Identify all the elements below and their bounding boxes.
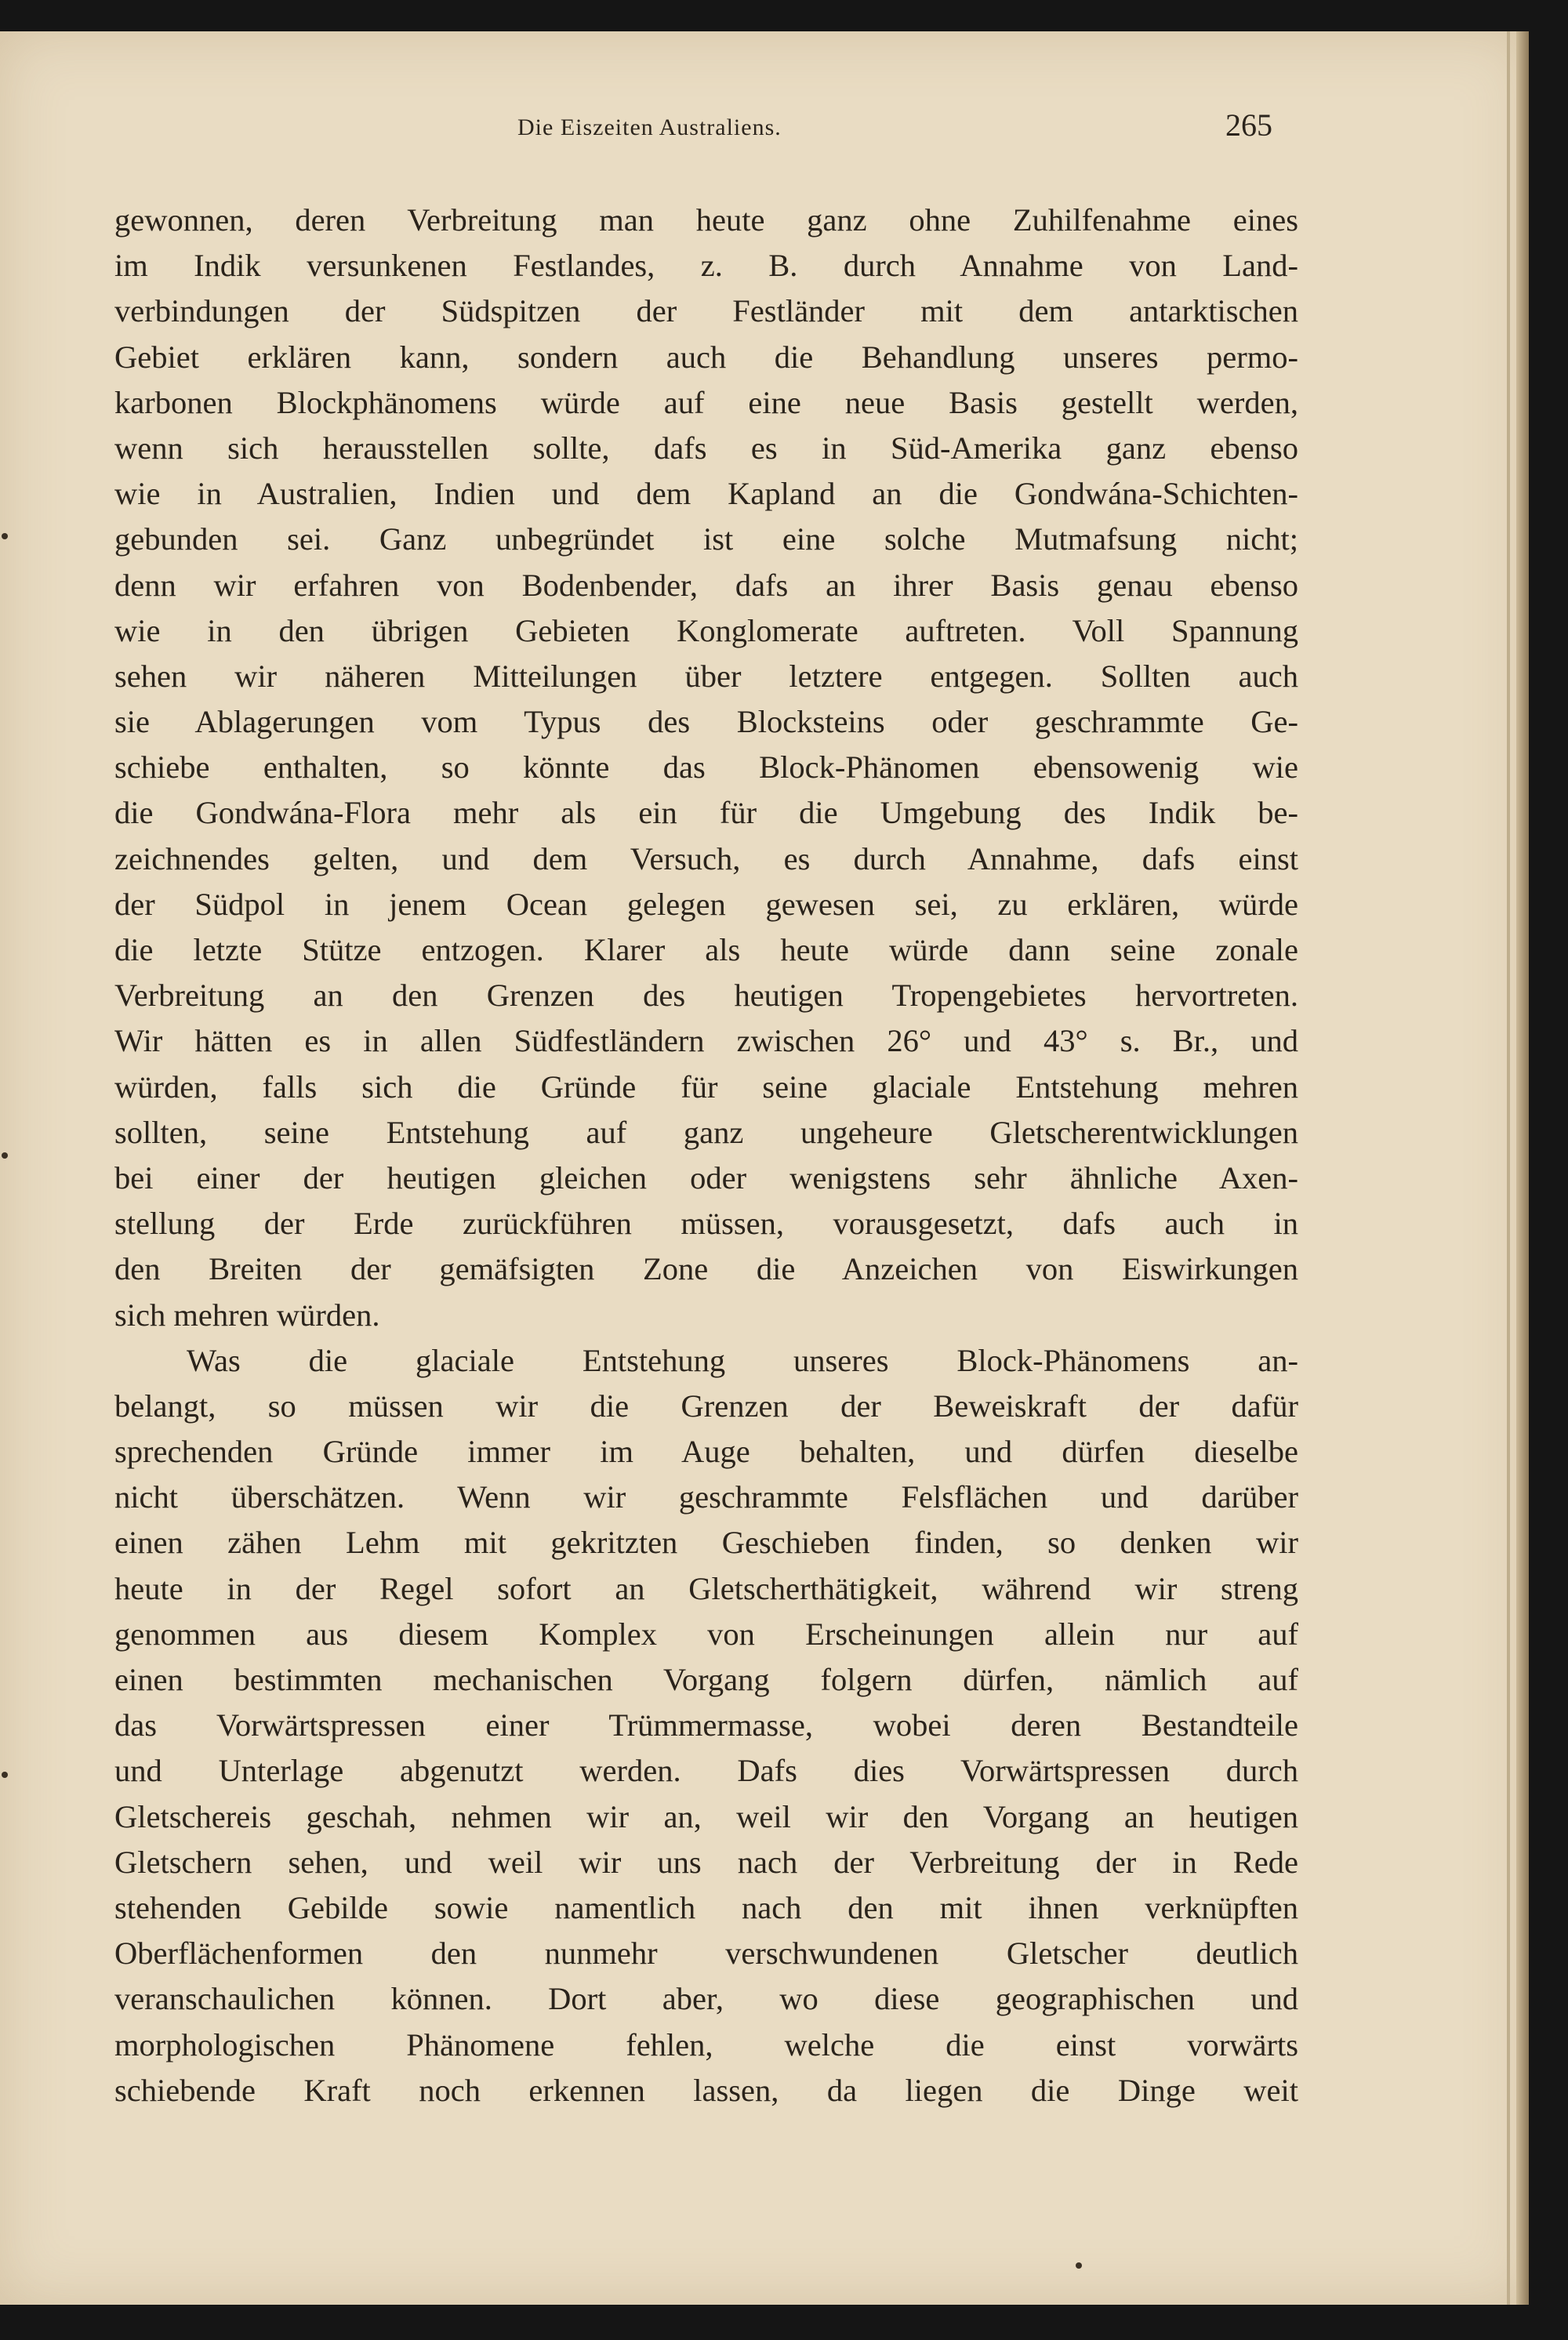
text-line: karbonen Blockphänomens würde auf eine neue Basis gestellt werden, bbox=[114, 384, 1298, 420]
text-line: Gletschereis geschah, nehmen wir an, weil wir den Vorgang an heutigen bbox=[114, 1798, 1298, 1834]
page-dot bbox=[1076, 2262, 1082, 2269]
text-line: sehen wir näheren Mitteilungen über letztere entgegen. Sollten auch bbox=[114, 658, 1298, 694]
body-text bbox=[114, 198, 1298, 2113]
text-line: Gebiet erklären kann, sondern auch die Behandlung unseres permo- bbox=[114, 339, 1298, 375]
text-line: Wir hätten es in allen Südfestländern zwischen 26° und 43° s. Br., und bbox=[114, 1023, 1298, 1059]
text-line: einen bestimmten mechanischen Vorgang folgern dürfen, nämlich auf bbox=[114, 1662, 1298, 1697]
text-line: veranschaulichen können. Dort aber, wo diese geographischen und bbox=[114, 1981, 1298, 2017]
text-line: nicht überschätzen. Wenn wir geschrammte Felsflächen und darüber bbox=[114, 1479, 1298, 1515]
text-line: genommen aus diesem Komplex von Erscheinungen allein nur auf bbox=[114, 1616, 1298, 1652]
text-line: das Vorwärtspressen einer Trümmermasse, wobei deren Bestandteile bbox=[114, 1707, 1298, 1743]
text-line: der Südpol in jenem Ocean gelegen gewesen sei, zu erklären, würde bbox=[114, 886, 1298, 922]
text-line: Verbreitung an den Grenzen des heutigen Tropengebietes hervortreten. bbox=[114, 978, 1298, 1014]
text-line: denn wir erfahren von Bodenbender, dafs an ihrer Basis genau ebenso bbox=[114, 567, 1298, 603]
text-line: wie in den übrigen Gebieten Konglomerate auftreten. Voll Spannung bbox=[114, 612, 1298, 648]
text-line: sich mehren würden. bbox=[114, 1297, 380, 1333]
text-line: einen zähen Lehm mit gekritzten Geschieben finden, so denken wir bbox=[114, 1525, 1298, 1561]
text-line: gebunden sei. Ganz unbegründet ist eine solche Mutmafsung nicht; bbox=[114, 521, 1298, 557]
book-page bbox=[0, 31, 1529, 2305]
text-line: stellung der Erde zurückführen müssen, vorausgesetzt, dafs auch in bbox=[114, 1206, 1298, 1242]
text-line: sie Ablagerungen vom Typus des Blocksteins oder geschrammte Ge- bbox=[114, 704, 1298, 740]
text-line: wie in Australien, Indien und dem Kapland an die Gondwána-Schichten- bbox=[114, 476, 1298, 512]
text-line: sprechenden Gründe immer im Auge behalten, und dürfen dieselbe bbox=[114, 1434, 1298, 1470]
text-line: den Breiten der gemäfsigten Zone die Anzeichen von Eiswirkungen bbox=[114, 1251, 1298, 1287]
text-line: wenn sich herausstellen sollte, dafs es in Süd-Amerika ganz ebenso bbox=[114, 430, 1298, 466]
running-title: Die Eiszeiten Australiens. bbox=[517, 114, 782, 140]
text-line: im Indik versunkenen Festlandes, z. B. durch Annahme von Land- bbox=[114, 248, 1298, 284]
text-line: sollten, seine Entstehung auf ganz ungeheure Gletscherentwicklungen bbox=[114, 1114, 1298, 1150]
page-edge bbox=[1516, 31, 1529, 2305]
text-line: schiebende Kraft noch erkennen lassen, da liegen die Dinge weit bbox=[114, 2072, 1298, 2108]
text-line: die letzte Stütze entzogen. Klarer als heute würde dann seine zonale bbox=[114, 932, 1298, 967]
text-line: heute in der Regel sofort an Gletscherthätigkeit, während wir streng bbox=[114, 1570, 1298, 1606]
text-line: Gletschern sehen, und weil wir uns nach der Verbreitung der in Rede bbox=[114, 1844, 1298, 1880]
page-edge-inner bbox=[1507, 31, 1510, 2305]
text-line: schiebe enthalten, so könnte das Block-Phänomen ebensowenig wie bbox=[114, 749, 1298, 785]
page-number: 265 bbox=[1225, 107, 1272, 143]
margin-mark bbox=[2, 1152, 8, 1159]
text-line: belangt, so müssen wir die Grenzen der Beweiskraft der dafür bbox=[114, 1388, 1298, 1424]
text-line: gewonnen, deren Verbreitung man heute ganz ohne Zuhilfenahme eines bbox=[114, 202, 1298, 238]
page-header bbox=[0, 91, 1529, 143]
text-line: stehenden Gebilde sowie namentlich nach den mit ihnen verknüpften bbox=[114, 1889, 1298, 1925]
text-line: und Unterlage abgenutzt werden. Dafs dies Vorwärtspressen durch bbox=[114, 1753, 1298, 1789]
text-line: würden, falls sich die Gründe für seine glaciale Entstehung mehren bbox=[114, 1068, 1298, 1105]
text-line: verbindungen der Südspitzen der Festländer mit dem antarktischen bbox=[114, 293, 1298, 329]
margin-mark bbox=[2, 533, 8, 539]
text-line: die Gondwána-Flora mehr als ein für die Umgebung des Indik be- bbox=[114, 795, 1298, 831]
margin-mark bbox=[2, 1772, 8, 1778]
text-line: morphologischen Phänomene fehlen, welche die einst vorwärts bbox=[114, 2026, 1298, 2062]
text-line: bei einer der heutigen gleichen oder wenigstens sehr ähnliche Axen- bbox=[114, 1159, 1298, 1195]
text-line: zeichnendes gelten, und dem Versuch, es durch Annahme, dafs einst bbox=[114, 840, 1298, 876]
text-line: Was die glaciale Entstehung unseres Block-Phänomens an- bbox=[187, 1342, 1298, 1378]
text-line: Oberflächenformen den nunmehr verschwundenen Gletscher deutlich bbox=[114, 1935, 1298, 1972]
